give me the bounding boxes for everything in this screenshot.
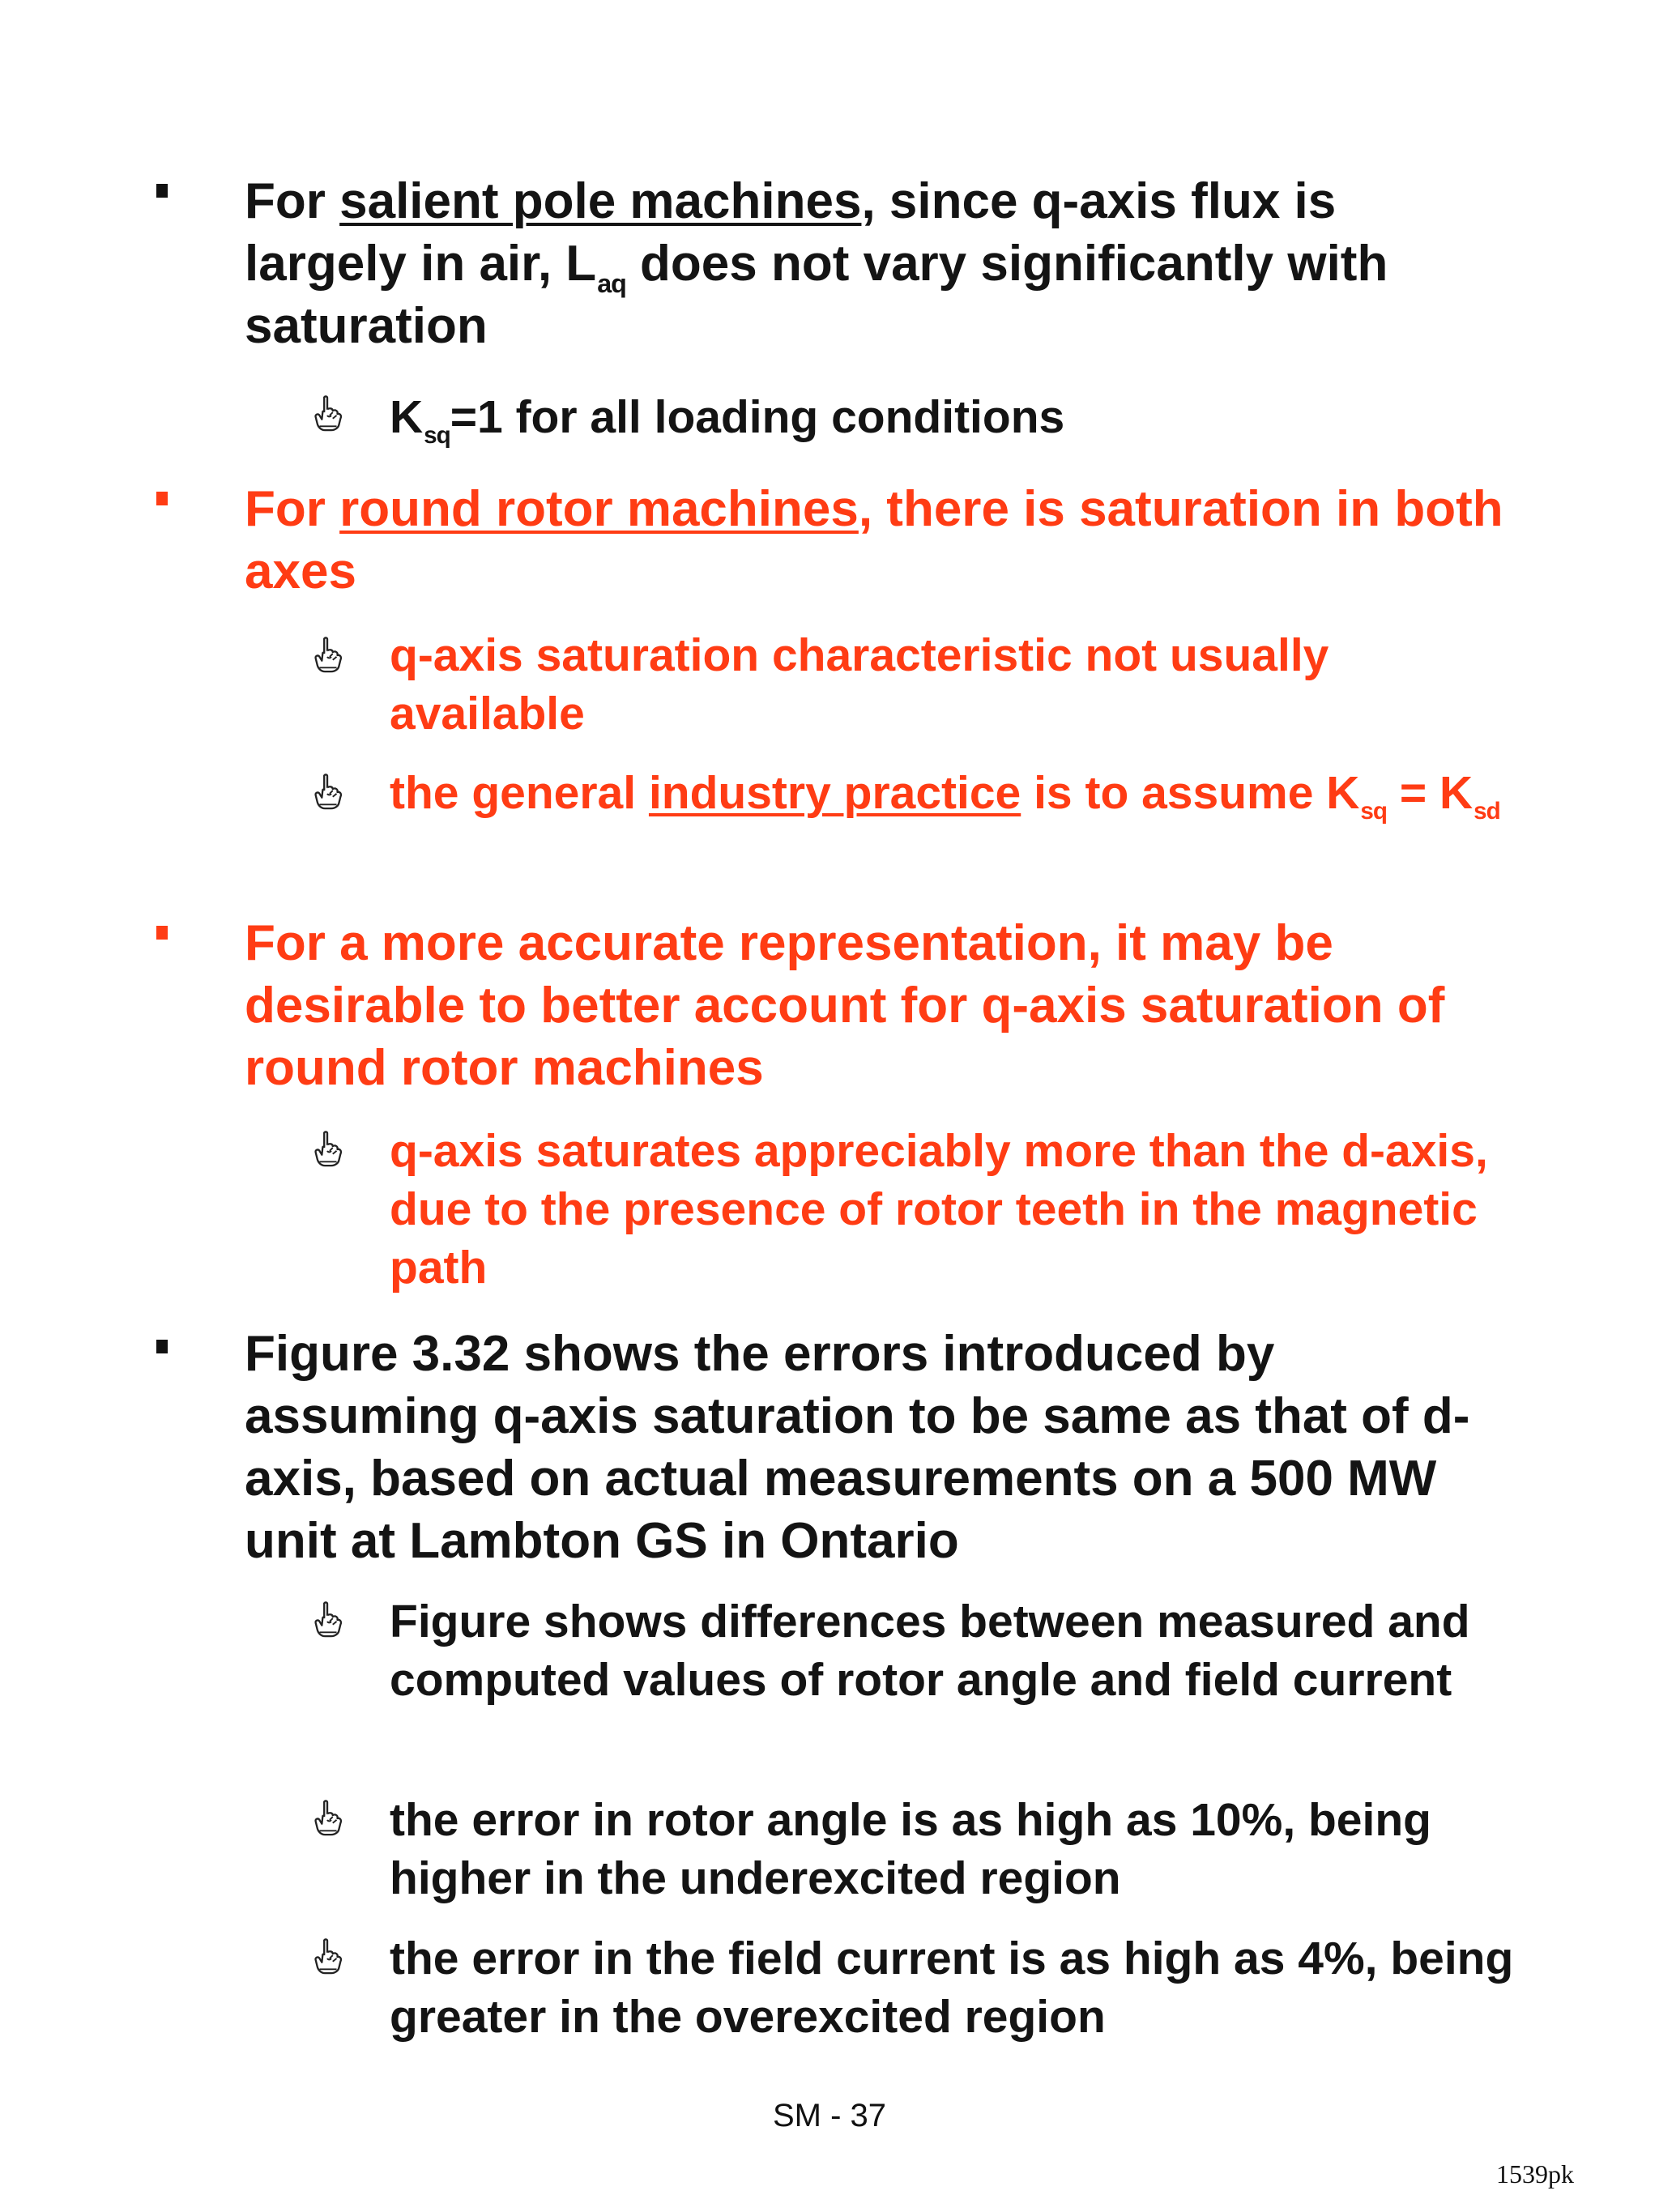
pointing-hand-icon [312, 1938, 344, 1975]
bullet-4-text: Figure 3.32 shows the errors introduced by assuming q-axis saturation to be same as that of d-axis, based on actual measurements on a 500 MW unit at Lambton GS in Ontario [245, 1326, 1470, 1569]
bullet-1-text: For salient pole machines, since q-axis flux is largely in air, $L_{aq}$ does not vary significantly with saturation [245, 173, 1388, 354]
square-bullet-icon [156, 926, 168, 940]
bullet-3-text: For a more accurate representation, it may be desirable to better account for q-axis saturation of round rotor machines [245, 915, 1445, 1096]
slide-code: 1539pk [1496, 2159, 1574, 2189]
bullet-3-sub-1: q-axis saturates appreciably more than the d-axis, due to the presence of rotor teeth in the magnetic path [390, 1125, 1488, 1294]
pointing-hand-icon [312, 1800, 344, 1837]
bullet-2-text: For round rotor machines, there is saturation in both axes [245, 481, 1503, 599]
square-bullet-icon [156, 184, 168, 198]
page-number: SM - 37 [772, 2098, 887, 2133]
pointing-hand-icon [312, 774, 344, 811]
bullet-2-sub-1: q-axis saturation characteristic not usually available [390, 629, 1329, 739]
bullet-2-sub-2: the general industry practice is to assume $K_{sq} = K_{sd}$ [390, 767, 1500, 825]
pointing-hand-icon [312, 395, 344, 433]
bullet-1-sub-1: $K_{sq}=1$ for all loading conditions [390, 391, 1065, 450]
pointing-hand-icon [312, 637, 344, 674]
bullet-4-sub-3: the error in the field current is as high as 4%, being greater in the overexcited region [390, 1933, 1514, 2043]
square-bullet-icon [156, 492, 168, 505]
pointing-hand-icon [312, 1131, 344, 1168]
bullet-4-sub-2: the error in rotor angle is as high as 10%, being higher in the underexcited region [390, 1794, 1431, 1904]
bullet-4-sub-1: Figure shows differences between measured and computed values of rotor angle and field current [390, 1596, 1470, 1706]
pointing-hand-icon [312, 1601, 344, 1639]
square-bullet-icon [156, 1340, 168, 1353]
